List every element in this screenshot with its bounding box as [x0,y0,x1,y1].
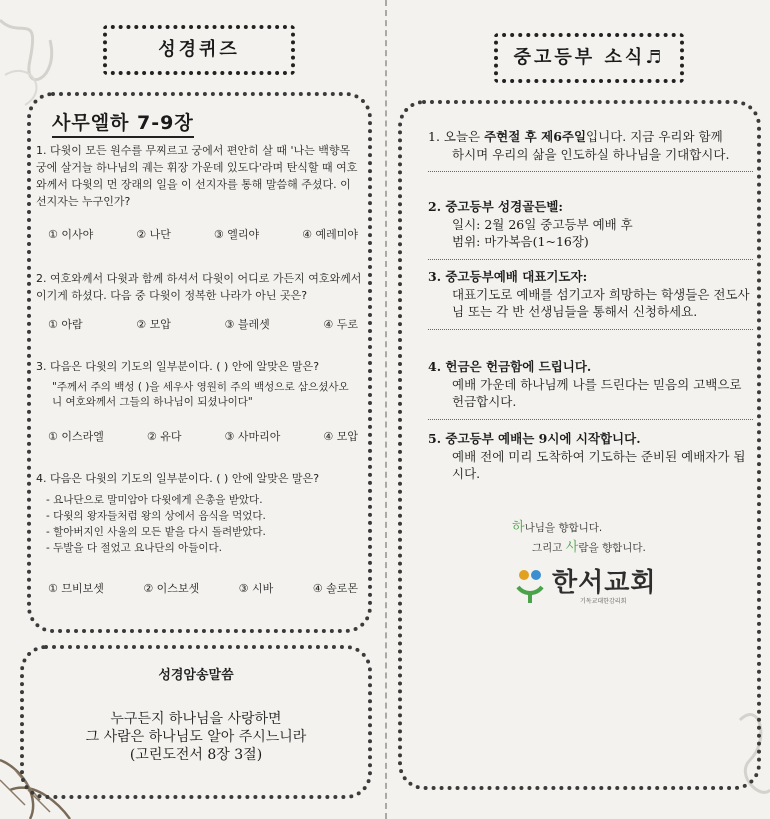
separator [428,259,753,260]
option: ③ 블레셋 [224,318,270,331]
separator [428,329,753,330]
slogan-text: 람을 향합니다. [578,542,646,554]
option: ③ 엘리야 [213,228,260,241]
question-1: 1. 다윗이 모든 원수를 무찌르고 궁에서 편안히 살 때 '나는 백향목 궁에 살거늘 하나님의 궤는 휘장 가운데 있도다'라며 탄식할 때 여호와께서 다윗의 먼 장래의 일을 이 선지자를 통해 말씀해 주셨다. 이 선지자는 누구인가? [36,144,358,208]
church-logo-icon [512,565,548,605]
option: ① 므비보셋 [48,582,104,595]
news-item-5 [428,430,753,483]
news-item-4 [428,358,753,420]
option: ④ 솔로몬 [312,582,358,595]
news-item-text: 1. 오늘은 [428,129,485,144]
question-3: 3. 다음은 다윗의 기도의 일부분이다. ( ) 안에 알맞은 말은? [36,360,320,373]
verse-line-2: 그 사람은 하나님도 알아 주시느니라 [85,729,307,745]
question-2: 2. 여호와께서 다윗과 함께 하셔서 다윗이 어디로 가든지 여호와께서 이기게 하셨다. 다음 중 다윗이 정복한 나라가 아닌 곳은? [36,272,362,302]
news-item-heading: 4. 헌금은 헌금함에 드립니다. [428,359,592,374]
center-divider [385,0,387,819]
slogan-line-1 [512,516,602,535]
question-1-options [48,226,358,242]
question-3-options [48,428,358,444]
separator [428,171,753,172]
news-title: 중고등부 소식♬ [494,33,684,83]
news-item-body: 예배 전에 미리 도착하여 기도하는 준비된 예배자가 됩시다. [452,448,746,481]
question-4: 4. 다음은 다윗의 기도의 일부분이다. ( ) 안에 알맞은 말은? [36,472,320,485]
church-name: 한서교회 [552,568,657,598]
option: ④ 두로 [323,318,358,331]
slogan-text: 나님을 향합니다. [524,522,603,534]
question-2-options [48,316,358,332]
news-item-2 [428,198,753,260]
option: ② 유다 [146,430,182,443]
slogan-highlight: 사 [565,540,579,555]
separator [428,419,753,420]
option: ① 이스라엘 [48,430,104,443]
option: ① 아람 [48,318,83,331]
option: ③ 시바 [238,582,274,595]
clue: - 요나단으로 말미암아 다윗에게 은총을 받았다. [46,494,263,506]
clue: - 할아버지인 사울의 모든 밭을 다시 돌려받았다. [46,526,266,538]
news-item-heading: 2. 중고등부 성경골든벨: [428,199,564,214]
clue: - 다윗의 왕자들처럼 왕의 상에서 음식을 먹었다. [46,510,266,522]
news-item-body: 대표기도로 예배를 섬기고자 희망하는 학생들은 전도사님 또는 각 반 선생님들을 통해서 신청하세요. [452,286,750,319]
option: ④ 모압 [323,430,358,443]
news-item-line: 범위: 마가복음(1~16장) [452,234,589,249]
clue: - 두발을 다 절었고 요나단의 아들이다. [46,542,222,554]
news-item-line: 일시: 2월 26일 중고등부 예배 후 [452,216,633,232]
church-subtitle: 기독교대한감리회 [580,598,627,605]
news-item-highlight: 주현절 후 제6주일 [484,129,587,144]
slogan-text: 그리고 [532,542,566,554]
question-3-quote: "주께서 주의 백성 ( )을 세우사 영원히 주의 백성으로 삼으셨사오니 여호와께서 그들의 하나님이 되셨나이다" [52,381,349,408]
news-item-text: 입니다. 지금 우리와 함께 [586,129,723,144]
news-item-body: 하시며 우리의 삶을 인도하실 하나님을 기대합시다. [452,146,730,162]
option: ② 나단 [136,228,171,241]
news-item-heading: 3. 중고등부예배 대표기도자: [428,269,588,284]
option: ④ 예레미야 [302,228,358,241]
option: ① 이사야 [48,228,94,241]
verse-title: 성경암송말씀 [158,668,234,683]
question-4-clues [46,492,346,556]
question-4-options [48,580,358,596]
slogan-line-2 [532,536,646,555]
option: ② 이스보셋 [143,582,200,595]
option: ② 모압 [136,318,171,331]
verse-reference: (고린도전서 8장 3절) [129,747,263,763]
quiz-heading: 사무엘하 7-9장 [52,108,194,138]
news-item-3 [428,268,753,330]
news-item-heading: 5. 중고등부 예배는 9시에 시작합니다. [428,431,641,446]
news-item-body: 예배 가운데 하나님께 나를 드린다는 믿음의 고백으로 헌금합시다. [452,376,742,409]
news-item-1 [428,128,753,172]
slogan-highlight: 하 [512,520,525,535]
quiz-title: 성경퀴즈 [103,25,295,75]
option: ③ 사마리아 [224,430,281,443]
verse-line-1: 누구든지 하나님을 사랑하면 [110,711,282,727]
